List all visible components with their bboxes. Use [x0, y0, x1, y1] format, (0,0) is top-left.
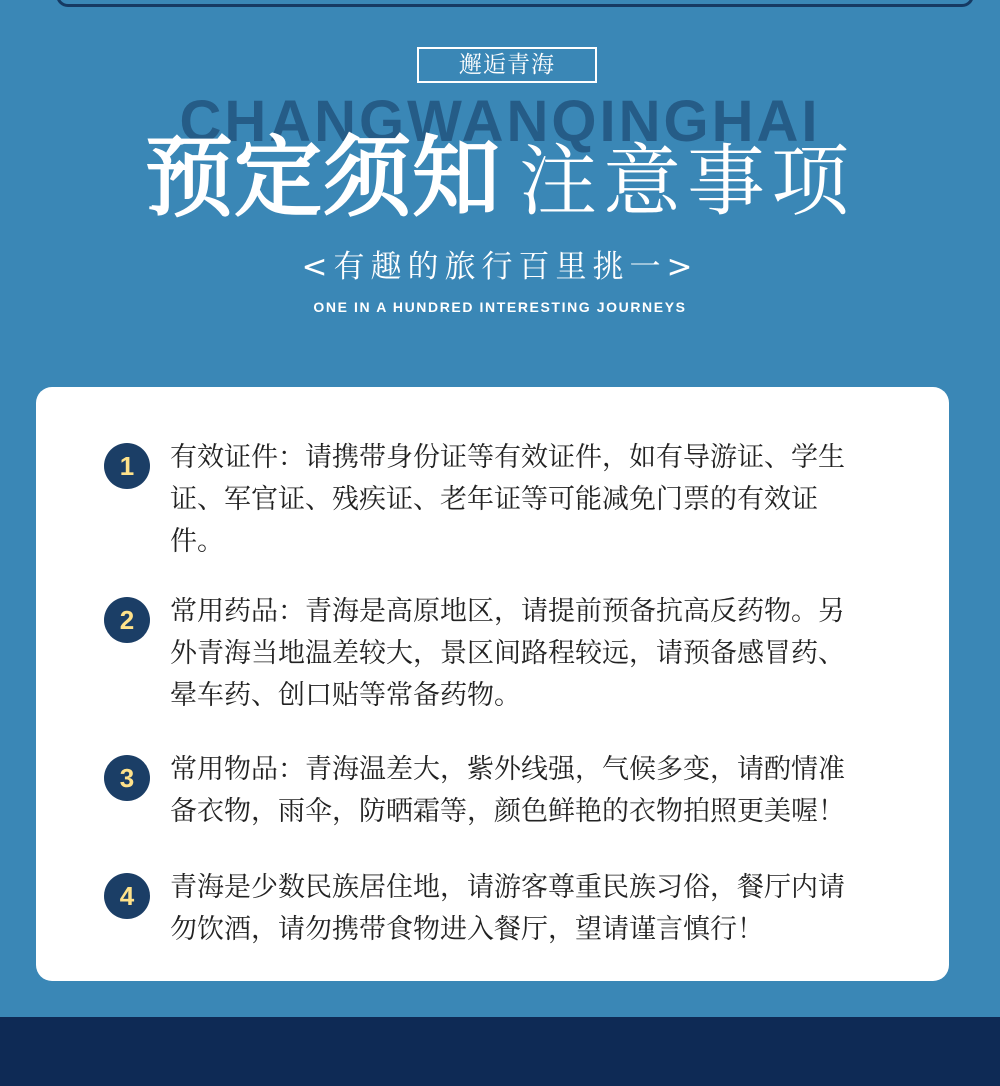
number-badge: 4 [104, 873, 150, 919]
notice-text: 常用物品：青海温差大，紫外线强，气候多变，请酌情准备衣物，雨伞，防晒霜等，颜色鲜艳的衣物拍照更美喔！ [170, 754, 845, 827]
slogan-english: ONE IN A HUNDRED INTERESTING JOURNEYS [313, 299, 687, 315]
top-frame-decoration [56, 0, 974, 7]
notice-text: 青海是少数民族居住地，请游客尊重民族习俗，餐厅内请勿饮酒，请勿携带食物进入餐厅，望请谨言慎行！ [170, 872, 845, 945]
notice-text: 有效证件：请携带身份证等有效证件，如有导游证、学生证、军官证、残疾证、老年证等可能减免门票的有效证件。 [170, 442, 845, 557]
bottom-band [0, 1017, 1000, 1086]
number-badge: 2 [104, 597, 150, 643]
title-bold: 预定须知 [144, 126, 501, 229]
page-title [0, 126, 1000, 251]
notice-card [36, 387, 949, 981]
number-badge: 3 [104, 755, 150, 801]
notice-text: 常用药品：青海是高原地区，请提前预备抗高反药物。另外青海当地温差较大，景区间路程较远，请预备感冒药、晕车药、创口贴等常备药物。 [170, 596, 845, 711]
watermark-text: CHANGWANQINGHAI [179, 89, 821, 154]
title-light: 注意事项 [519, 137, 856, 227]
location-tag: 邂逅青海 [417, 47, 597, 83]
slogan: <有趣的旅行百里挑一> [301, 249, 699, 285]
number-badge: 1 [104, 443, 150, 489]
